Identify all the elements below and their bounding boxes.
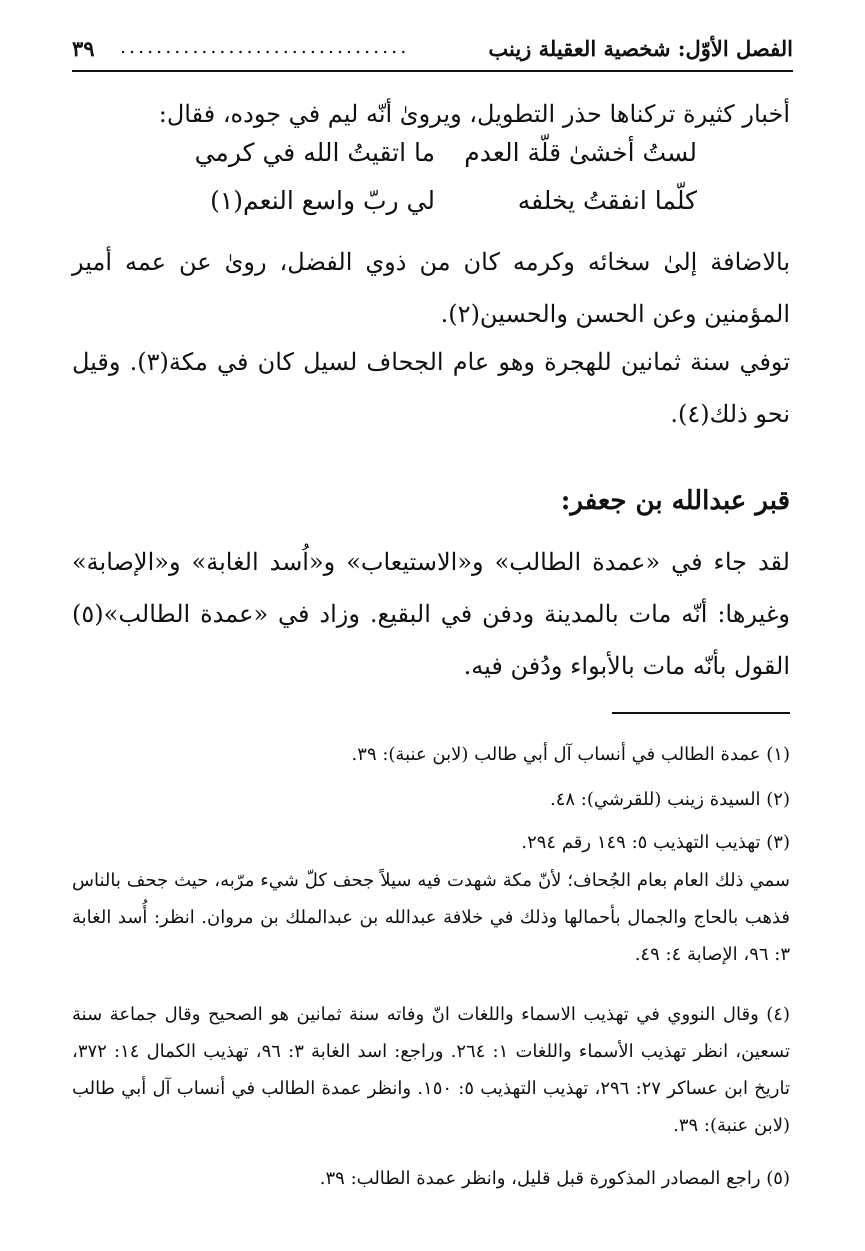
verse-2-first-hemistich: كلّما انفقتُ يخلفه [517, 186, 697, 215]
section-heading: قبر عبدالله بن جعفر: [560, 486, 790, 516]
paragraph-4: لقد جاء في «عمدة الطالب» و«الاستيعاب» و«اُسد الغابة» و«الإصابة» وغيرها: أنّه مات بالمدينة ودفن في البقيع. وزاد في «عمدة الطالب»(٥) القول بأنّه مات بالأبواء ودُفن فيه. [72, 548, 790, 680]
chapter-title: الفصل الأوّل: شخصية العقيلة زينب [488, 36, 793, 61]
page-number: ٣٩ [72, 36, 95, 61]
verse-1-second-hemistich: ما اتقيتُ الله في كرمي [194, 138, 435, 167]
footnote-2: (٢) السيدة زينب (للقرشي): ٤٨. [549, 789, 790, 810]
footnote-divider [612, 712, 790, 714]
footnote-3-continued: سمي ذلك العام بعام الجُحاف؛ لأنّ مكة شهدت فيه سيلاً جحف كلّ شيء مرّبه، حيث جحف بالناس فذهب بالحاج والجمال بأحمالها وذلك في خلافة عبدالله بن عبدالملك بن مروان. انظر: أُسد الغابة ٣: ٩٦، الإصابة ٤: ٤٩. [72, 870, 790, 965]
footnote-4: (٤) وقال النووي في تهذيب الاسماء واللغات انّ وفاته سنة ثمانين هو الصحيح وقال جماعة سنة تسعين، انظر تهذيب الأسماء واللغات ١: ٢٦٤. وراجع: اسد الغابة ٣: ٩٦، تهذيب الكمال ١٤: ٣٧٢، تاريخ ابن عساكر ٢٧: ٢٩٦، تهذيب التهذيب ٥: ١٥٠. وانظر عمدة الطالب في أنساب آل أبي طالب (لابن عنبة): ٣٩. [72, 1004, 790, 1136]
running-header [72, 30, 793, 72]
footnote-1: (١) عمدة الطالب في أنساب آل أبي طالب (لابن عنبة): ٣٩. [351, 744, 790, 765]
paragraph-1: أخبار كثيرة تركناها حذر التطويل، ويروىٰ أنّه ليم في جوده، فقال: [158, 100, 790, 128]
verse-1-first-hemistich: لستُ أخشىٰ قلّة العدم [464, 138, 697, 167]
verse-2-second-hemistich: لي ربّ واسع النعم(١) [210, 186, 435, 215]
footnote-5: (٥) راجع المصادر المذكورة قبل قليل، وانظر عمدة الطالب: ٣٩. [319, 1168, 790, 1189]
paragraph-2: بالاضافة إلىٰ سخائه وكرمه كان من ذوي الفضل، روىٰ عن عمه أمير المؤمنين وعن الحسن والحسين(٢). [72, 248, 790, 328]
footnote-3: (٣) تهذيب التهذيب ٥: ١٤٩ رقم ٢٩٤. [521, 832, 790, 853]
leader-dots: ................................ [120, 36, 410, 58]
paragraph-3: توفي سنة ثمانين للهجرة وهو عام الجحاف لسيل كان في مكة(٣). وقيل نحو ذلك(٤). [72, 348, 790, 428]
